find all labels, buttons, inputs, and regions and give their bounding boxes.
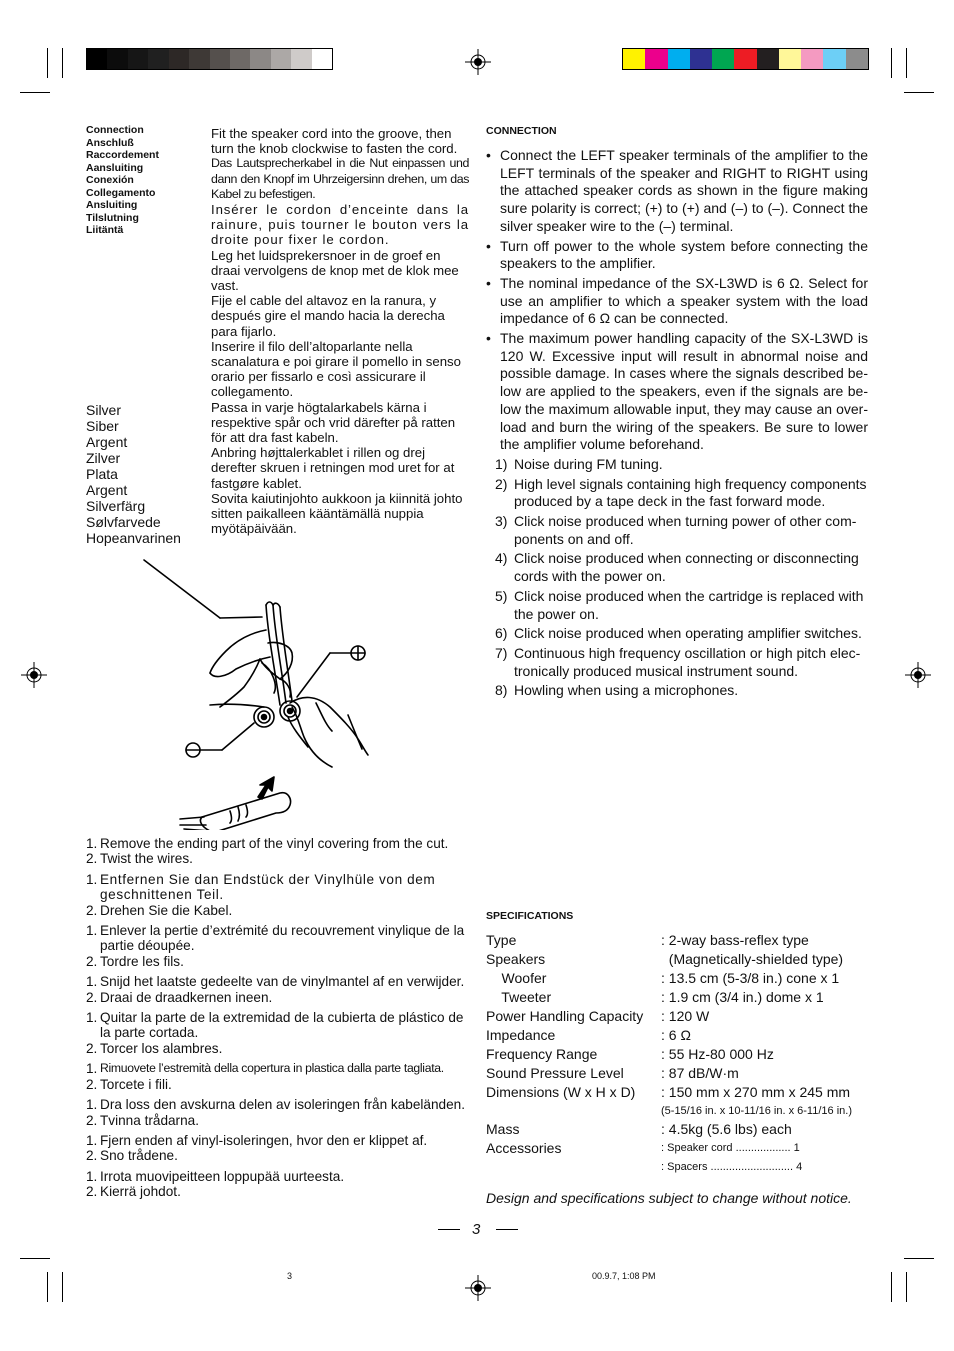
crop-mark: [904, 92, 934, 93]
connection-heading: CONNECTION: [486, 125, 557, 137]
color-swatch: [779, 49, 801, 69]
connection-item: [486, 645, 868, 680]
step-number: 1.: [86, 1168, 98, 1184]
step-line: [86, 1077, 470, 1092]
spec-label: Tweeter: [486, 989, 552, 1005]
step-text: Tordre les fils.: [100, 953, 184, 969]
connection-bullet-text: Turn off power to the whole system before connecting the speakers to the amplifier.: [500, 237, 868, 272]
step-text: Entfernen Sie dan Endstück der Vinylhüle von dem geschnittenen Teil.: [100, 871, 436, 903]
gray-swatch: [128, 49, 148, 69]
spec-value: (5-15/16 in. x 10-11/16 in. x 6-11/16 in.): [661, 1105, 852, 1117]
step-line: [86, 1061, 470, 1076]
color-swatch: [801, 49, 823, 69]
gray-swatch: [87, 49, 107, 69]
language-heading: Anschluß: [86, 136, 134, 149]
item-text: Howling when using a microphones.: [514, 682, 739, 699]
connection-item: [486, 550, 868, 585]
silver-label: Siber: [86, 418, 119, 434]
item-text: Noise during FM tuning.: [514, 455, 663, 472]
language-heading: Aansluiting: [86, 161, 144, 174]
step-number: 2.: [86, 851, 98, 867]
step-line: [86, 1184, 470, 1199]
step-group: [86, 1169, 470, 1200]
step-text: Kierrä johdot.: [100, 1184, 181, 1200]
step-group: [86, 974, 470, 1005]
spec-label: [486, 1102, 661, 1120]
spec-row: [486, 1139, 876, 1158]
item-number: 1): [495, 455, 508, 472]
connection-item: [486, 513, 868, 548]
spec-value: : 87 dB/W·m: [661, 1065, 739, 1081]
connection-item: [486, 476, 868, 511]
step-text: Remove the ending part of the vinyl covering from the cut.: [100, 836, 449, 851]
spec-value: : 4.5kg (5.6 lbs) each: [661, 1121, 792, 1137]
step-number: 1.: [86, 1010, 98, 1026]
spec-value: : 120 W: [661, 1008, 710, 1024]
step-line: [86, 1113, 470, 1128]
connection-bullet: [486, 275, 868, 328]
color-swatch: [734, 49, 756, 69]
crop-mark: [891, 48, 892, 78]
step-text: Torcete i fili.: [100, 1076, 172, 1092]
gray-swatch: [189, 49, 209, 69]
connection-item: [486, 625, 868, 643]
connection-item: [486, 588, 868, 623]
instruction-paragraph: Fit the speaker cord into the groove, then turn the knob clockwise to fasten the cord.: [211, 126, 458, 157]
registration-mark-icon: [465, 49, 491, 75]
instruction-paragraph: Leg het luidsprekersnoer in de groef en draai vervolgens de knop met de klok mee vast.: [211, 247, 459, 294]
instruction-paragraph: Das Lautsprecherkabel in die Nut einpassen und dann den Knopf im Uhrzeigersinn drehen, um das Kabel zu befestigen.: [211, 156, 469, 201]
connection-bullet-text: The maximum power handling capacity of the SX-L3WD is 120 W. Excessive input will result in abnormal noise and possible damage. In cases where the signals described be-low are applied to the speakers, even if the signals are be-low the maximum allowable input, they may cause an over-load and burn the wiring of the speakers. Be sure to lower the amplifier volume beforehand.: [500, 330, 868, 453]
wire-preparation-steps: [86, 836, 470, 1205]
step-group: [86, 1061, 470, 1092]
crop-mark: [62, 1272, 63, 1302]
step-number: 2.: [86, 953, 98, 969]
connection-bullet-text: The nominal impedance of the SX-L3WD is 6 Ω. Select for use an amplifier to which a speaker system with the load impedance of 6 Ω can be connected.: [500, 274, 868, 327]
step-number: 2.: [86, 989, 98, 1005]
step-text: Tvinna trådarna.: [100, 1112, 199, 1128]
color-swatch: [712, 49, 734, 69]
color-swatch: [846, 49, 868, 69]
color-swatch: [645, 49, 667, 69]
gray-swatch: [312, 49, 332, 69]
color-swatch: [757, 49, 779, 69]
step-group: [86, 1133, 470, 1164]
item-text: Continuous high frequency oscillation or high pitch elec-tronically produced musical instrument sound.: [514, 644, 861, 679]
step-line: [86, 954, 470, 969]
crop-mark: [904, 1258, 934, 1259]
spec-label: Frequency Range: [486, 1046, 598, 1062]
step-text: Irrota muovipeitteen loppupää uurteesta.: [100, 1168, 345, 1184]
step-number: 1.: [86, 923, 98, 939]
step-text: Rimuovete l’estremità della copertura in plastica dalla parte tagliata.: [100, 1061, 444, 1076]
step-number: 2.: [86, 1148, 98, 1164]
registration-mark-icon: [905, 662, 931, 688]
crop-mark: [20, 92, 50, 93]
step-text: Twist the wires.: [100, 851, 193, 867]
specifications-heading: SPECIFICATIONS: [486, 910, 574, 922]
spec-label: Power Handling Capacity: [486, 1008, 644, 1024]
step-line: [86, 872, 470, 903]
step-group: [86, 1010, 470, 1056]
spec-label: [486, 1158, 661, 1176]
item-number: 2): [495, 475, 508, 492]
language-heading: Liitäntä: [86, 224, 124, 236]
spec-label: Speakers: [486, 951, 546, 967]
instruction-paragraph: Fije el cable del altavoz en la ranura, y después gire el mando hacia la derecha para fijarlo.: [211, 293, 445, 339]
registration-mark-icon: [465, 1275, 491, 1301]
spec-row: [486, 1007, 876, 1026]
instruction-paragraph: Passa in varje högtalarkabels kärna i respektive spår och vrid därefter på ratten för att dra fast kabeln.: [211, 399, 456, 446]
silver-label-list: [86, 402, 181, 546]
silver-label: Silver: [86, 402, 122, 418]
item-text: Click noise produced when operating amplifier switches.: [514, 625, 862, 642]
spec-label: Dimensions (W x H x D): [486, 1084, 636, 1100]
spec-value: : 150 mm x 270 mm x 245 mm: [661, 1084, 851, 1100]
step-text: Draai de draadkernen ineen.: [100, 989, 273, 1005]
item-number: 3): [495, 513, 508, 530]
step-group: [86, 1097, 470, 1128]
crop-mark: [62, 48, 63, 78]
step-number: 1.: [86, 974, 98, 990]
spec-row: [486, 969, 876, 988]
step-number: 1.: [86, 871, 98, 887]
language-heading-list: [86, 124, 159, 237]
gray-swatch: [148, 49, 168, 69]
step-group: [86, 872, 470, 918]
instruction-paragraph: Insérer le cordon d’enceinte dans la rainure, puis tourner le bouton vers la droite pour fixer le cordon.: [211, 202, 469, 248]
step-line: [86, 836, 470, 851]
gray-swatch: [210, 49, 230, 69]
gray-swatch: [230, 49, 250, 69]
page-number-rule: [496, 1229, 518, 1230]
step-text: Sno trådene.: [100, 1148, 178, 1164]
gray-swatch: [291, 49, 311, 69]
item-text: Click noise produced when turning power of other com-ponents on and off.: [514, 513, 857, 547]
footer-timestamp: 00.9.7, 1:08 PM: [592, 1271, 656, 1281]
instruction-paragraph: Inserire il filo dell’altoparlante nella scanalatura e poi girare il pomello in senso orario per fissarlo e così assicurare il collegamento.: [211, 338, 461, 400]
step-line: [86, 1041, 470, 1056]
item-text: Click noise produced when the cartridge is replaced with the power on.: [514, 587, 864, 622]
language-heading: Ansluiting: [86, 199, 138, 211]
item-number: 6): [495, 625, 508, 642]
spec-row: [486, 988, 876, 1007]
silver-label: Sølvfarvede: [86, 514, 161, 530]
spec-value: : Spacers ........................... 4: [661, 1161, 803, 1173]
item-number: 4): [495, 550, 508, 567]
connection-item: [486, 682, 868, 700]
spec-value: : 2-way bass-reflex type: [661, 932, 809, 948]
language-heading: Raccordement: [86, 149, 159, 161]
spec-value: : 13.5 cm (5-3/8 in.) cone x 1: [661, 970, 840, 986]
item-text: High level signals containing high frequency components produced by a tape deck in the fast forward mode.: [514, 475, 867, 510]
spec-row: [486, 1102, 876, 1120]
step-line: [86, 1097, 470, 1112]
spec-row: [486, 950, 876, 969]
step-line: [86, 1133, 470, 1148]
silver-label: Hopeanvarinen: [86, 530, 181, 546]
instruction-paragraph: Anbring højttalerkablet i rillen og drej derefter skruen i retningen mod uret for at fastgøre kablet.: [211, 445, 455, 491]
spec-row: [486, 1045, 876, 1064]
step-number: 1.: [86, 1061, 98, 1077]
spec-label: Type: [486, 932, 517, 948]
step-line: [86, 974, 470, 989]
grayscale-calibration-bar: [86, 48, 333, 70]
silver-label: Argent: [86, 482, 128, 498]
spec-label: Impedance: [486, 1027, 556, 1043]
item-text: Click noise produced when connecting or disconnecting cords with the power on.: [514, 550, 859, 585]
crop-mark: [20, 1258, 50, 1259]
silver-label: Argent: [86, 434, 128, 450]
spec-value: : Speaker cord .................. 1: [661, 1142, 800, 1154]
spec-value: (Magnetically-shielded type): [661, 951, 844, 967]
spec-label: Sound Pressure Level: [486, 1065, 624, 1081]
crop-mark: [906, 1272, 907, 1302]
connection-bullet: [486, 330, 868, 454]
step-number: 2.: [86, 1112, 98, 1128]
step-text: Fjern enden af vinyl-isoleringen, hvor den er klippet af.: [100, 1132, 428, 1148]
color-swatch: [823, 49, 845, 69]
specification-disclaimer: Design and specifications subject to change without notice.: [486, 1190, 852, 1206]
color-swatch: [623, 49, 645, 69]
bullet-dot: •: [486, 147, 491, 163]
connection-item: [486, 456, 868, 474]
step-number: 1.: [86, 836, 98, 851]
spec-row: [486, 931, 876, 950]
silver-label: Plata: [86, 466, 118, 482]
spec-row: [486, 1026, 876, 1045]
language-heading: Conexión: [86, 174, 134, 186]
step-line: [86, 990, 470, 1005]
spec-row: [486, 1158, 876, 1176]
page-number-rule: [438, 1229, 460, 1230]
crop-mark: [906, 48, 907, 78]
step-line: [86, 1169, 470, 1184]
step-text: Enlever la pertie d’extrémité du recouvrement vinylique de la partie déoupée.: [100, 923, 465, 954]
step-group: [86, 836, 470, 867]
step-text: Dra loss den avskurna delen av isoleringen från kabeländen.: [100, 1097, 465, 1113]
bullet-dot: •: [486, 274, 491, 291]
step-text: Torcer los alambres.: [100, 1040, 223, 1056]
color-calibration-bar: [622, 48, 869, 70]
language-heading: Tilslutning: [86, 211, 139, 224]
spec-label: Mass: [486, 1121, 520, 1137]
step-number: 1.: [86, 1097, 98, 1113]
footer-page-ref: 3: [287, 1271, 293, 1281]
step-line: [86, 923, 470, 954]
step-line: [86, 1148, 470, 1163]
language-heading: Connection: [86, 124, 144, 136]
specifications-table: [486, 931, 876, 1176]
spec-row: [486, 1064, 876, 1083]
spec-value: : 55 Hz-80 000 Hz: [661, 1046, 774, 1062]
gray-swatch: [169, 49, 189, 69]
step-line: [86, 851, 470, 866]
bullet-dot: •: [486, 330, 491, 347]
connection-notes: [486, 147, 868, 702]
step-number: 1.: [86, 1132, 98, 1148]
step-number: 2.: [86, 902, 98, 918]
silver-label: Zilver: [86, 450, 121, 466]
step-line: [86, 903, 470, 918]
color-swatch: [690, 49, 712, 69]
bullet-dot: •: [486, 237, 491, 254]
step-number: 2.: [86, 1040, 98, 1056]
cord-fitting-instructions: [211, 126, 469, 536]
item-number: 8): [495, 682, 508, 699]
instruction-paragraph: Sovita kaiutinjohto aukkoon ja kiinnitä johto sitten paikalleen kääntämällä nuppia myötäpäivään.: [211, 490, 463, 537]
page-number: 3: [472, 1221, 481, 1238]
silver-label: Silverfärg: [86, 498, 146, 514]
spec-row: [486, 1083, 876, 1102]
registration-mark-icon: [21, 662, 47, 688]
step-line: [86, 1010, 470, 1041]
step-number: 2.: [86, 1184, 98, 1200]
crop-mark: [47, 48, 48, 78]
spec-row: [486, 1120, 876, 1139]
step-number: 2.: [86, 1076, 98, 1092]
step-text: Quitar la parte de la extremidad de la cubierta de plástico de la parte cortada.: [100, 1010, 464, 1041]
step-group: [86, 923, 470, 969]
item-number: 7): [495, 644, 508, 661]
color-swatch: [668, 49, 690, 69]
step-text: Snijd het laatste gedeelte van de vinylmantel af en verwijder.: [100, 974, 465, 990]
spec-value: : 6 Ω: [661, 1027, 691, 1043]
spec-label: Woofer: [486, 970, 547, 986]
language-heading: Collegamento: [86, 186, 156, 199]
speaker-cord-connection-illustration: [140, 555, 380, 830]
spec-label: Accessories: [486, 1140, 562, 1156]
connection-bullet: [486, 147, 868, 236]
gray-swatch: [107, 49, 127, 69]
connection-bullet-text: Connect the LEFT speaker terminals of the amplifier to the LEFT terminals of the speaker and RIGHT to RIGHT using the attached speaker cords as shown in the figure making sure polarity is correct; (+) to (+) and (–) to (–). Connect the silver speaker wire to the (–) terminal.: [500, 147, 868, 234]
connection-bullet: [486, 238, 868, 273]
gray-swatch: [250, 49, 270, 69]
crop-mark: [47, 1272, 48, 1302]
gray-swatch: [271, 49, 291, 69]
spec-value: : 1.9 cm (3/4 in.) dome x 1: [661, 989, 824, 1005]
crop-mark: [891, 1272, 892, 1302]
step-text: Drehen Sie die Kabel.: [100, 902, 233, 918]
item-number: 5): [495, 587, 508, 604]
